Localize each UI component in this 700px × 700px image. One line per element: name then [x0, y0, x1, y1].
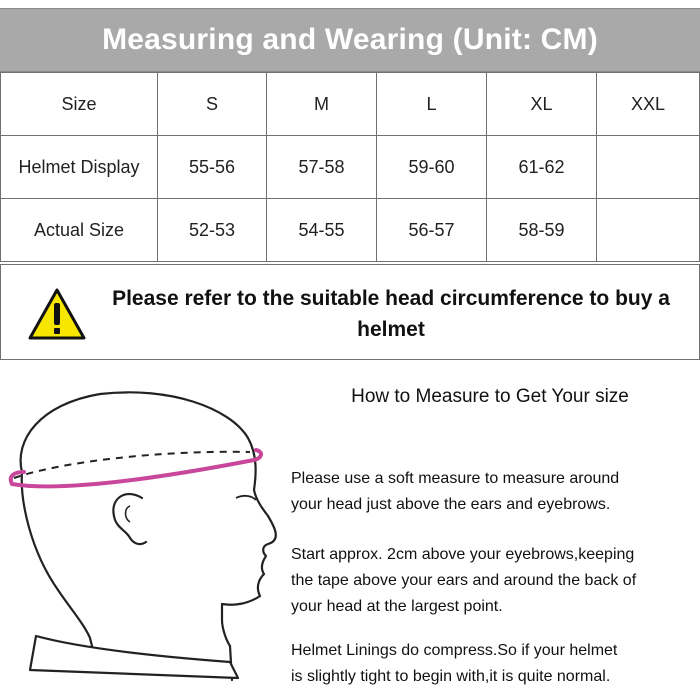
table-cell: 55-56	[158, 136, 267, 199]
page-title: Measuring and Wearing (Unit: CM)	[102, 23, 598, 56]
table-cell	[597, 199, 700, 262]
table-row	[1, 136, 700, 199]
table-cell: 52-53	[158, 199, 267, 262]
warning-icon	[27, 287, 87, 341]
guide-paragraph	[291, 466, 696, 518]
table-cell: Helmet Display	[1, 136, 158, 199]
table-cell: 61-62	[487, 136, 597, 199]
table-header-cell: XXL	[597, 73, 700, 136]
head-illustration	[0, 380, 300, 700]
table-cell: 59-60	[377, 136, 487, 199]
guide-line: Please use a soft measure to measure around	[291, 470, 620, 487]
table-cell: 57-58	[267, 136, 377, 199]
notice-line: helmet	[357, 318, 425, 341]
guide-line: your head at the largest point.	[291, 598, 503, 615]
guide-line: Start approx. 2cm above your eyebrows,keeping	[291, 546, 635, 563]
title-bar	[0, 8, 700, 72]
notice-box	[0, 264, 700, 360]
table-cell: Actual Size	[1, 199, 158, 262]
guide-line: is slightly tight to begin with,it is quite normal.	[291, 668, 611, 685]
table-header-cell: M	[267, 73, 377, 136]
size-table	[0, 72, 700, 262]
table-cell	[597, 136, 700, 199]
guide-line: your head just above the ears and eyebrows.	[291, 496, 611, 513]
table-cell: 56-57	[377, 199, 487, 262]
table-header-row	[1, 73, 700, 136]
guide-paragraph	[291, 542, 696, 620]
table-header-cell: L	[377, 73, 487, 136]
table-cell: 58-59	[487, 199, 597, 262]
table-header-cell: XL	[487, 73, 597, 136]
guide-paragraph	[291, 638, 696, 690]
notice-text	[91, 283, 691, 345]
measure-guide-title: How to Measure to Get Your size	[351, 386, 629, 407]
notice-line: Please refer to the suitable head circumference to buy a	[112, 287, 670, 310]
guide-line: the tape above your ears and around the back of	[291, 572, 637, 589]
table-row	[1, 199, 700, 262]
table-cell: 54-55	[267, 199, 377, 262]
table-header-cell: S	[158, 73, 267, 136]
table-header-cell: Size	[1, 73, 158, 136]
guide-line: Helmet Linings do compress.So if your helmet	[291, 642, 618, 659]
